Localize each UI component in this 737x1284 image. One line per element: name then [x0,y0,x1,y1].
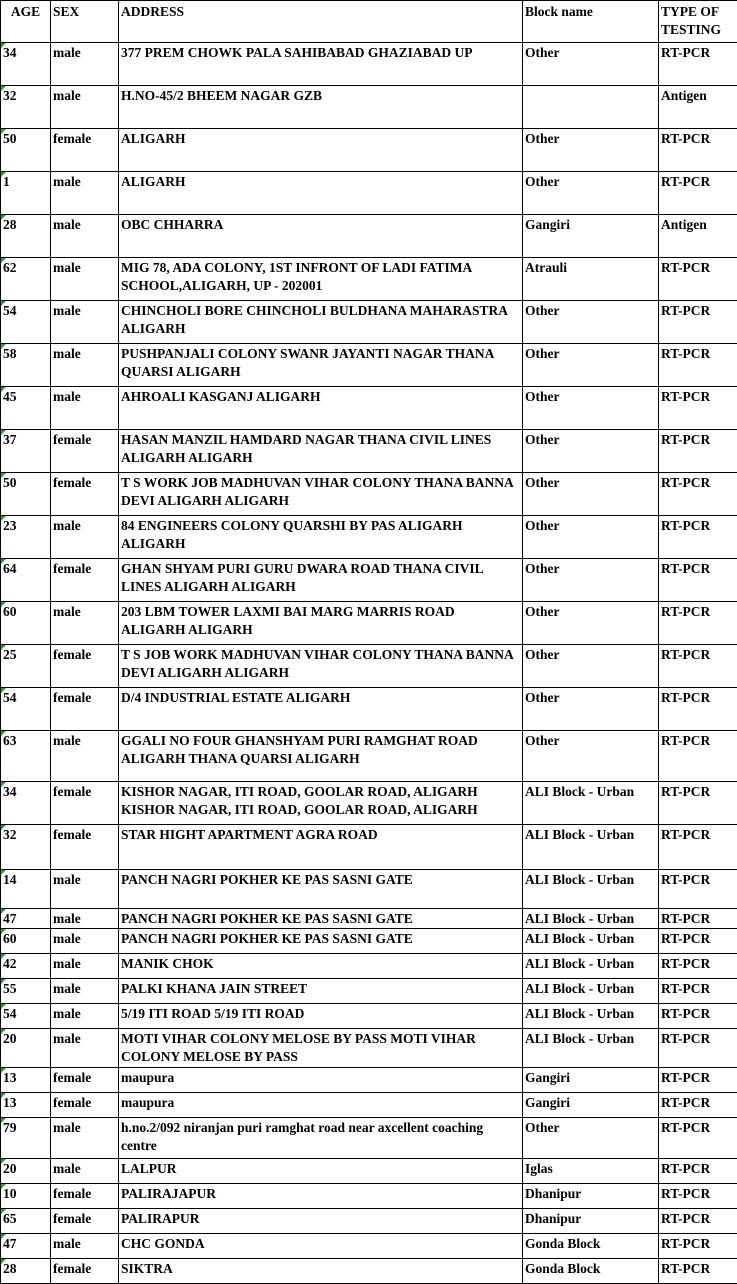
testing-type-cell: RT-PCR [659,1093,737,1118]
table-row [1,430,737,473]
sex-cell: male [51,516,119,559]
address-cell: ALIGARH [119,129,523,172]
block-name-cell: ALI Block - Urban [523,979,659,1004]
block-name-cell: Other [523,43,659,86]
testing-type-cell: RT-PCR [659,1234,737,1259]
sex-cell: male [51,215,119,258]
table-row [1,172,737,215]
age-cell: 62 [1,258,51,301]
table-row [1,731,737,782]
age-cell: 60 [1,602,51,645]
testing-type-cell: RT-PCR [659,1159,737,1184]
sex-cell: male [51,344,119,387]
block-name-cell: Gangiri [523,1093,659,1118]
table-row [1,344,737,387]
block-name-cell: Other [523,1118,659,1159]
address-cell: 203 LBM TOWER LAXMI BAI MARG MARRIS ROAD ALIGARH ALIGARH [119,602,523,645]
sex-cell: male [51,1004,119,1029]
testing-type-cell: RT-PCR [659,301,737,344]
age-cell: 32 [1,825,51,870]
age-cell: 13 [1,1068,51,1093]
age-cell: 32 [1,86,51,129]
address-cell: T S JOB WORK MADHUVAN VIHAR COLONY THANA BANNA DEVI ALIGARH ALIGARH [119,645,523,688]
address-cell: PALIRAPUR [119,1209,523,1234]
age-cell: 20 [1,1029,51,1068]
table-row [1,954,737,979]
block-name-cell: ALI Block - Urban [523,825,659,870]
block-name-cell: Other [523,645,659,688]
age-cell: 1 [1,172,51,215]
age-cell: 23 [1,516,51,559]
table-row [1,909,737,929]
table-row [1,43,737,86]
block-name-cell: ALI Block - Urban [523,1004,659,1029]
block-name-cell: Other [523,473,659,516]
table-row [1,301,737,344]
block-name-cell [523,86,659,129]
age-cell: 54 [1,1004,51,1029]
block-name-cell: Other [523,172,659,215]
sex-cell: female [51,1068,119,1093]
sex-cell: female [51,688,119,731]
table-row [1,929,737,954]
sex-cell: female [51,1209,119,1234]
testing-type-cell: RT-PCR [659,645,737,688]
testing-type-cell: RT-PCR [659,430,737,473]
block-name-header: Block name [523,1,659,43]
sex-cell: male [51,731,119,782]
table-row [1,979,737,1004]
testing-type-cell: RT-PCR [659,258,737,301]
address-cell: H.NO-45/2 BHEEM NAGAR GZB [119,86,523,129]
sex-cell: female [51,782,119,825]
table-row [1,129,737,172]
header-row [1,1,737,43]
testing-type-header: TYPE OF TESTING [659,1,737,43]
testing-type-cell: RT-PCR [659,1259,737,1284]
table-row [1,1029,737,1068]
testing-type-cell: RT-PCR [659,954,737,979]
sex-cell: male [51,870,119,909]
sex-cell: female [51,559,119,602]
address-cell: 84 ENGINEERS COLONY QUARSHI BY PAS ALIGARH ALIGARH [119,516,523,559]
block-name-cell: Other [523,301,659,344]
address-cell: maupura [119,1068,523,1093]
testing-type-cell: RT-PCR [659,909,737,929]
table-body [1,43,737,1284]
sex-cell: female [51,1184,119,1209]
testing-type-cell: RT-PCR [659,1068,737,1093]
sex-cell: female [51,1259,119,1284]
testing-type-cell: RT-PCR [659,1209,737,1234]
address-cell: CHINCHOLI BORE CHINCHOLI BULDHANA MAHARASTRA ALIGARH [119,301,523,344]
table-row [1,559,737,602]
testing-type-cell: RT-PCR [659,1004,737,1029]
testing-type-cell: RT-PCR [659,43,737,86]
block-name-cell: Other [523,516,659,559]
block-name-cell: Gangiri [523,1068,659,1093]
address-cell: ALIGARH [119,172,523,215]
address-cell: h.no.2/092 niranjan puri ramghat road near axcellent coaching centre [119,1118,523,1159]
sex-cell: male [51,954,119,979]
sex-cell: male [51,258,119,301]
table-row [1,258,737,301]
block-name-cell: Other [523,559,659,602]
testing-type-cell: RT-PCR [659,1118,737,1159]
sex-cell: male [51,86,119,129]
address-cell: CHC GONDA [119,1234,523,1259]
address-cell: GHAN SHYAM PURI GURU DWARA ROAD THANA CIVIL LINES ALIGARH ALIGARH [119,559,523,602]
age-cell: 37 [1,430,51,473]
age-cell: 54 [1,688,51,731]
table-row [1,1159,737,1184]
sex-cell: male [51,301,119,344]
sex-cell: male [51,929,119,954]
table-row [1,1004,737,1029]
age-cell: 58 [1,344,51,387]
address-cell: SIKTRA [119,1259,523,1284]
sex-cell: male [51,172,119,215]
block-name-cell: Other [523,688,659,731]
sex-header: SEX [51,1,119,43]
block-name-cell: Gonda Block [523,1234,659,1259]
address-header: ADDRESS [119,1,523,43]
address-cell: PANCH NAGRI POKHER KE PAS SASNI GATE [119,870,523,909]
age-cell: 25 [1,645,51,688]
table-row [1,1118,737,1159]
testing-type-cell: Antigen [659,215,737,258]
sex-cell: female [51,825,119,870]
block-name-cell: ALI Block - Urban [523,954,659,979]
testing-type-cell: RT-PCR [659,731,737,782]
table-row [1,688,737,731]
address-cell: HASAN MANZIL HAMDARD NAGAR THANA CIVIL LINES ALIGARH ALIGARH [119,430,523,473]
block-name-cell: Dhanipur [523,1184,659,1209]
address-cell: PANCH NAGRI POKHER KE PAS SASNI GATE [119,909,523,929]
block-name-cell: Gangiri [523,215,659,258]
sex-cell: male [51,979,119,1004]
table-row [1,1184,737,1209]
testing-type-cell: RT-PCR [659,688,737,731]
table-row [1,1209,737,1234]
table-row [1,645,737,688]
table-row [1,1234,737,1259]
age-cell: 45 [1,387,51,430]
address-cell: MIG 78, ADA COLONY, 1ST INFRONT OF LADI FATIMA SCHOOL,ALIGARH, UP - 202001 [119,258,523,301]
table-row [1,825,737,870]
address-cell: PALKI KHANA JAIN STREET [119,979,523,1004]
address-cell: T S WORK JOB MADHUVAN VIHAR COLONY THANA BANNA DEVI ALIGARH ALIGARH [119,473,523,516]
address-cell: MOTI VIHAR COLONY MELOSE BY PASS MOTI VIHAR COLONY MELOSE BY PASS [119,1029,523,1068]
address-cell: KISHOR NAGAR, ITI ROAD, GOOLAR ROAD, ALIGARH KISHOR NAGAR, ITI ROAD, GOOLAR ROAD, ALIGARH [119,782,523,825]
testing-type-cell: RT-PCR [659,929,737,954]
table-row [1,516,737,559]
age-cell: 50 [1,473,51,516]
table-row [1,387,737,430]
sex-cell: male [51,602,119,645]
testing-type-cell: RT-PCR [659,559,737,602]
testing-type-cell: RT-PCR [659,602,737,645]
age-cell: 34 [1,43,51,86]
sex-cell: male [51,1159,119,1184]
age-cell: 60 [1,929,51,954]
table-row [1,782,737,825]
sex-cell: female [51,645,119,688]
sex-cell: female [51,1093,119,1118]
age-cell: 47 [1,909,51,929]
testing-type-cell: RT-PCR [659,979,737,1004]
address-cell: maupura [119,1093,523,1118]
table-row [1,602,737,645]
testing-type-cell: RT-PCR [659,473,737,516]
address-cell: 377 PREM CHOWK PALA SAHIBABAD GHAZIABAD UP [119,43,523,86]
address-cell: MANIK CHOK [119,954,523,979]
address-cell: LALPUR [119,1159,523,1184]
testing-type-cell: RT-PCR [659,870,737,909]
age-cell: 20 [1,1159,51,1184]
testing-type-cell: RT-PCR [659,825,737,870]
table-row [1,870,737,909]
testing-type-cell: RT-PCR [659,172,737,215]
table-row [1,215,737,258]
sex-cell: male [51,1029,119,1068]
testing-type-cell: Antigen [659,86,737,129]
block-name-cell: Gonda Block [523,1259,659,1284]
age-cell: 47 [1,1234,51,1259]
block-name-cell: Other [523,129,659,172]
age-cell: 64 [1,559,51,602]
age-cell: 55 [1,979,51,1004]
table-row [1,473,737,516]
age-header: AGE [1,1,51,43]
sex-cell: female [51,473,119,516]
sex-cell: male [51,1234,119,1259]
address-cell: PALIRAJAPUR [119,1184,523,1209]
age-cell: 28 [1,1259,51,1284]
table-row [1,1093,737,1118]
age-cell: 28 [1,215,51,258]
age-cell: 50 [1,129,51,172]
age-cell: 42 [1,954,51,979]
testing-type-cell: RT-PCR [659,516,737,559]
table-row [1,86,737,129]
age-cell: 34 [1,782,51,825]
sex-cell: male [51,1118,119,1159]
sex-cell: male [51,387,119,430]
sex-cell: female [51,129,119,172]
block-name-cell: ALI Block - Urban [523,909,659,929]
age-cell: 79 [1,1118,51,1159]
block-name-cell: Other [523,344,659,387]
age-cell: 63 [1,731,51,782]
testing-type-cell: RT-PCR [659,387,737,430]
address-cell: GGALI NO FOUR GHANSHYAM PURI RAMGHAT ROAD ALIGARH THANA QUARSI ALIGARH [119,731,523,782]
address-cell: 5/19 ITI ROAD 5/19 ITI ROAD [119,1004,523,1029]
address-cell: D/4 INDUSTRIAL ESTATE ALIGARH [119,688,523,731]
testing-type-cell: RT-PCR [659,1184,737,1209]
testing-type-cell: RT-PCR [659,129,737,172]
sex-cell: male [51,43,119,86]
block-name-cell: ALI Block - Urban [523,1029,659,1068]
testing-type-cell: RT-PCR [659,782,737,825]
age-cell: 65 [1,1209,51,1234]
age-cell: 13 [1,1093,51,1118]
block-name-cell: ALI Block - Urban [523,929,659,954]
block-name-cell: Other [523,387,659,430]
age-cell: 14 [1,870,51,909]
block-name-cell: ALI Block - Urban [523,870,659,909]
sex-cell: male [51,909,119,929]
address-cell: OBC CHHARRA [119,215,523,258]
testing-type-cell: RT-PCR [659,344,737,387]
table-row [1,1068,737,1093]
address-cell: STAR HIGHT APARTMENT AGRA ROAD [119,825,523,870]
block-name-cell: Other [523,430,659,473]
block-name-cell: Iglas [523,1159,659,1184]
testing-type-cell: RT-PCR [659,1029,737,1068]
address-cell: AHROALI KASGANJ ALIGARH [119,387,523,430]
sex-cell: female [51,430,119,473]
block-name-cell: Other [523,602,659,645]
age-cell: 54 [1,301,51,344]
block-name-cell: Atrauli [523,258,659,301]
address-cell: PUSHPANJALI COLONY SWANR JAYANTI NAGAR THANA QUARSI ALIGARH [119,344,523,387]
block-name-cell: Dhanipur [523,1209,659,1234]
age-cell: 10 [1,1184,51,1209]
address-cell: PANCH NAGRI POKHER KE PAS SASNI GATE [119,929,523,954]
block-name-cell: ALI Block - Urban [523,782,659,825]
block-name-cell: Other [523,731,659,782]
